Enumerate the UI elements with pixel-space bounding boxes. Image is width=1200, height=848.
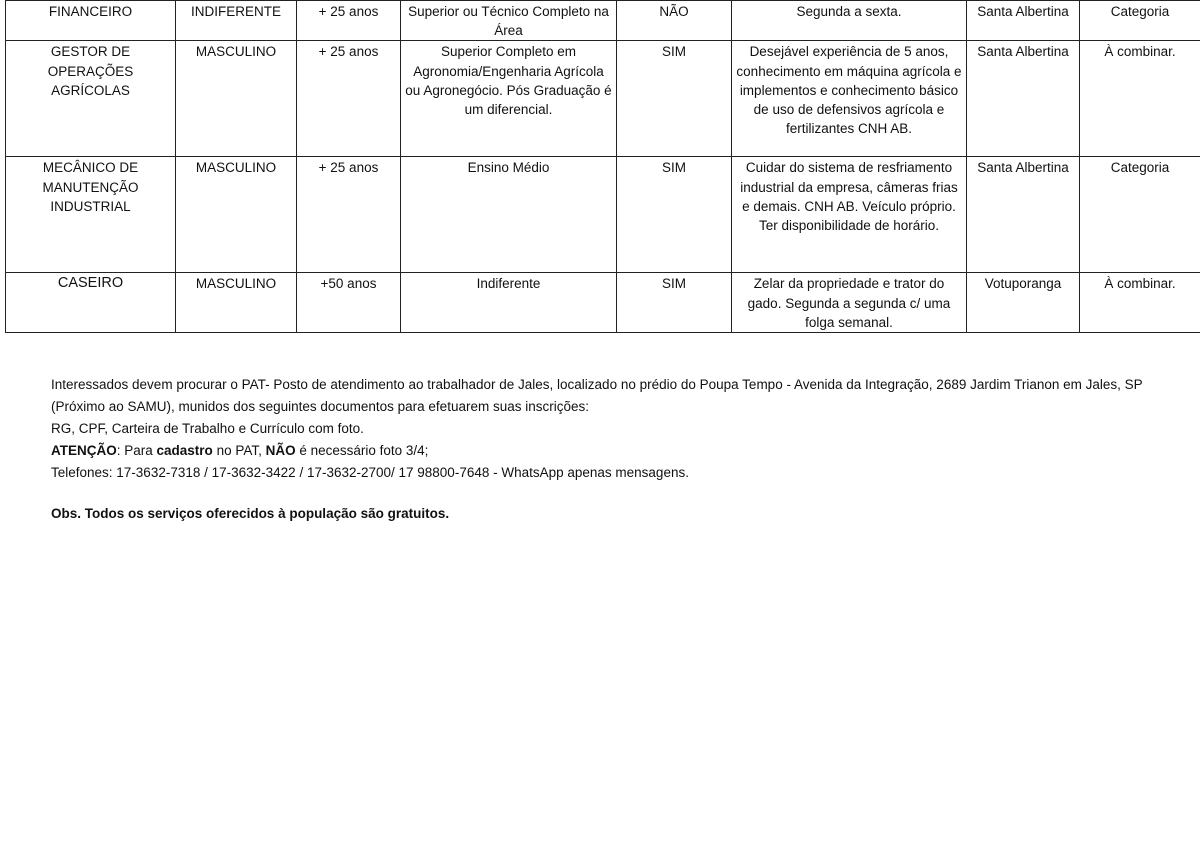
license-cell: NÃO [617,1,732,41]
table-row [6,1,1200,41]
gender-cell: INDIFERENTE [176,1,297,41]
attention-text: é necessário foto 3/4; [295,443,429,458]
attention-bold-cadastro: cadastro [156,443,213,458]
age-cell: +50 anos [297,273,401,333]
salary-cell: Categoria [1080,1,1200,41]
table-row [6,41,1200,157]
role-cell: FINANCEIRO [6,1,176,41]
salary-cell: Categoria [1080,157,1200,273]
city-cell: Santa Albertina [967,41,1080,157]
phones-line: Telefones: 17-3632-7318 / 17-3632-3422 / 17-3632-2700/ 17 98800-7648 - WhatsApp apenas mensagens. [51,465,689,480]
education-cell: Superior Completo em Agronomia/Engenharia Agrícola ou Agronegócio. Pós Graduação é um diferencial. [401,41,617,157]
license-cell: SIM [617,41,732,157]
attention-text: no PAT, [212,443,266,458]
salary-cell: À combinar. [1080,273,1200,333]
requirements-cell: Zelar da propriedade e trator do gado. Segunda a segunda c/ uma folga semanal. [732,273,967,333]
gender-cell: MASCULINO [176,41,297,157]
table-row [6,273,1200,333]
city-cell: Santa Albertina [967,1,1080,41]
education-cell: Ensino Médio [401,157,617,273]
salary-cell: À combinar. [1080,41,1200,157]
intro-paragraph: Interessados devem procurar o PAT- Posto de atendimento ao trabalhador de Jales, localizado no prédio do Poupa Tempo - Avenida da Integração, 2689 Jardim Trianon em Jales, SP (Próximo ao SAMU), munidos dos seguintes documentos para efetuarem suas inscrições: [51,377,1143,414]
requirements-cell: Cuidar do sistema de resfriamento industrial da empresa, câmeras frias e demais. CNH AB. Veículo próprio. Ter disponibilidade de horário. [732,157,967,273]
city-cell: Santa Albertina [967,157,1080,273]
license-cell: SIM [617,273,732,333]
age-cell: + 25 anos [297,157,401,273]
age-cell: + 25 anos [297,41,401,157]
attention-text: : Para [116,443,157,458]
role-cell: GESTOR DE OPERAÇÕES AGRÍCOLAS [6,41,176,157]
documents-line: RG, CPF, Carteira de Trabalho e Currículo com foto. [51,421,364,436]
obs-line: Obs. Todos os serviços oferecidos à população são gratuitos. [51,506,450,521]
table-row [6,157,1200,273]
education-cell: Superior ou Técnico Completo na Área [401,1,617,41]
gender-cell: MASCULINO [176,273,297,333]
attention-label: ATENÇÃO [51,443,117,458]
info-section [51,374,1161,525]
requirements-cell: Desejável experiência de 5 anos, conhecimento em máquina agrícola e implementos e conhecimento básico de uso de defensivos agrícola e fertilizantes CNH AB. [732,41,967,157]
role-cell: MECÂNICO DE MANUTENÇÃO INDUSTRIAL [6,157,176,273]
attention-line [51,440,1161,462]
gender-cell: MASCULINO [176,157,297,273]
attention-bold-nao: NÃO [265,443,296,458]
requirements-cell: Segunda a sexta. [732,1,967,41]
license-cell: SIM [617,157,732,273]
education-cell: Indiferente [401,273,617,333]
city-cell: Votuporanga [967,273,1080,333]
role-cell: CASEIRO [6,273,176,333]
age-cell: + 25 anos [297,1,401,41]
job-listings-table [5,0,1200,333]
